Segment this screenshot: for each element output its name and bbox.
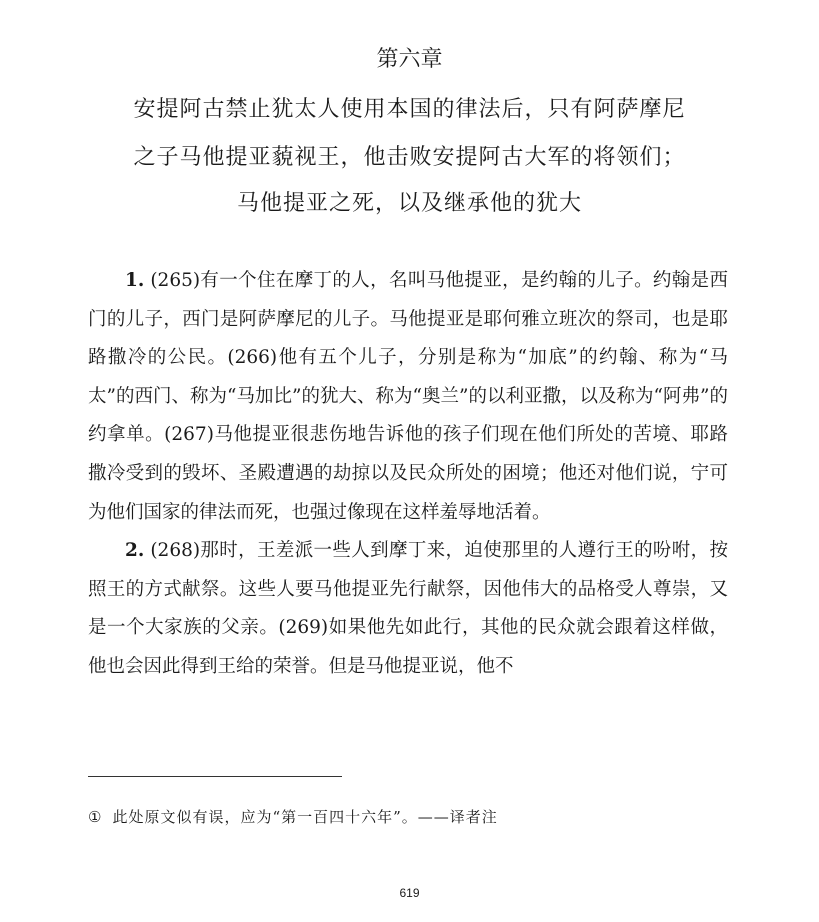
footnote-text: 此处原文似有误，应为“第一百四十六年”。——译者注: [112, 808, 498, 826]
page-number: 619: [399, 886, 420, 900]
chapter-title-line-3: 马他提亚之死，以及继承他的犹大: [236, 191, 582, 216]
chapter-title-line-1: 安提阿古禁止犹太人使用本国的律法后，只有阿萨摩尼: [133, 97, 686, 122]
body-text: [88, 262, 728, 687]
footnote-mark: ①: [88, 808, 103, 826]
paragraph-number: 1.: [125, 270, 145, 291]
paragraph-1: [88, 262, 728, 532]
paragraph-text: (268)那时，王差派一些人到摩丁来，迫使那里的人遵行王的吩咐，按照王的方式献祭。这些人要马他提亚先行献祭，因他伟大的品格受人尊崇，又是一个大家族的父亲。(269)如果他先如此行，其他的民众就会跟着这样做，他也会因此得到王给的荣誉。但是马他提亚说，他不: [88, 540, 728, 677]
paragraph-number: 2.: [125, 540, 145, 562]
chapter-number: 第六章: [376, 47, 443, 72]
paragraph-2: [88, 532, 728, 686]
chapter-title-line-2: 之子马他提亚藐视王，他击败安提阿古大军的将领们；: [133, 145, 686, 170]
footnote-divider: [88, 776, 342, 777]
paragraph-text: (265)有一个住在摩丁的人，名叫马他提亚，是约翰的儿子。约翰是西门的儿子，西门是阿萨摩尼的儿子。马他提亚是耶何雅立班次的祭司，也是耶路撒冷的公民。(266)他有五个儿子，分别是称为“加底”的约翰、称为“马太”的西门、称为“马加比”的犹大、称为“奥兰”的以利亚撒，以及称为“阿弗”的约拿单。(267)马他提亚很悲伤地告诉他的孩子们现在他们所处的苦境、耶路撒冷受到的毁坏、圣殿遭遇的劫掠以及民众所处的困境；他还对他们说，宁可为他们国家的律法而死，也强过像现在这样羞辱地活着。: [88, 270, 728, 523]
footnote: [88, 806, 498, 827]
